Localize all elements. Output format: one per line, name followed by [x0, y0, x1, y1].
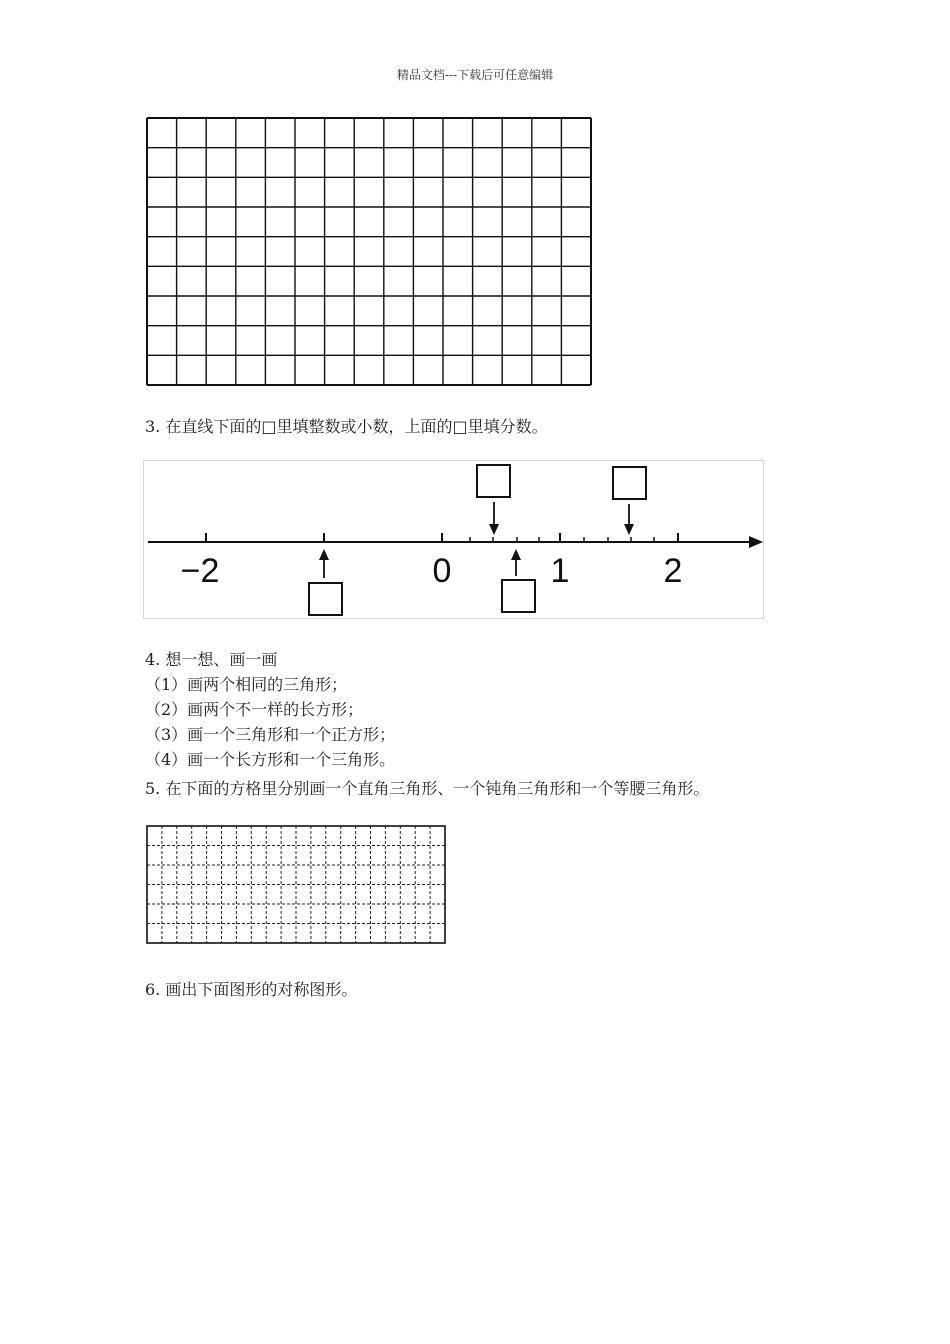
- bottom-answer-box-1[interactable]: [309, 549, 342, 615]
- page-header: 精品文档---下载后可任意编辑: [396, 68, 554, 82]
- up-arrow-icon: [319, 549, 329, 560]
- question-6-text: 6. 画出下面图形的对称图形。: [145, 980, 358, 999]
- question-5-text: 5. 在下面的方格里分别画一个直角三角形、一个钝角三角形和一个等腰三角形。: [145, 779, 710, 798]
- axis-arrowhead: [749, 536, 763, 548]
- down-arrow-icon: [489, 524, 499, 535]
- question-4-item-2: （2）画两个不一样的长方形；: [145, 700, 364, 719]
- question-4-item-1: （1）画两个相同的三角形；: [145, 675, 348, 694]
- question-3-text: 3. 在直线下面的□里填整数或小数，上面的□里填分数。: [145, 417, 548, 436]
- number-line-figure: [143, 460, 765, 620]
- tick-label: 2: [663, 552, 683, 590]
- top-answer-box-2[interactable]: [613, 467, 646, 535]
- tick-label: 1: [550, 552, 570, 590]
- tick-label: 0: [432, 552, 452, 590]
- down-arrow-icon: [624, 524, 634, 535]
- bottom-answer-box-2[interactable]: [502, 549, 535, 612]
- dotted-grid: [146, 825, 446, 944]
- question-4-title: 4. 想一想、画一画: [145, 650, 278, 669]
- top-answer-box-1[interactable]: [477, 465, 510, 535]
- question-4-item-4: （4）画一个长方形和一个三角形。: [145, 750, 396, 769]
- up-arrow-icon: [511, 549, 521, 560]
- figure-frame: [144, 461, 764, 619]
- square-grid: [146, 117, 592, 386]
- question-4-item-3: （3）画一个三角形和一个正方形；: [145, 725, 396, 744]
- tick-label: −2: [180, 552, 220, 590]
